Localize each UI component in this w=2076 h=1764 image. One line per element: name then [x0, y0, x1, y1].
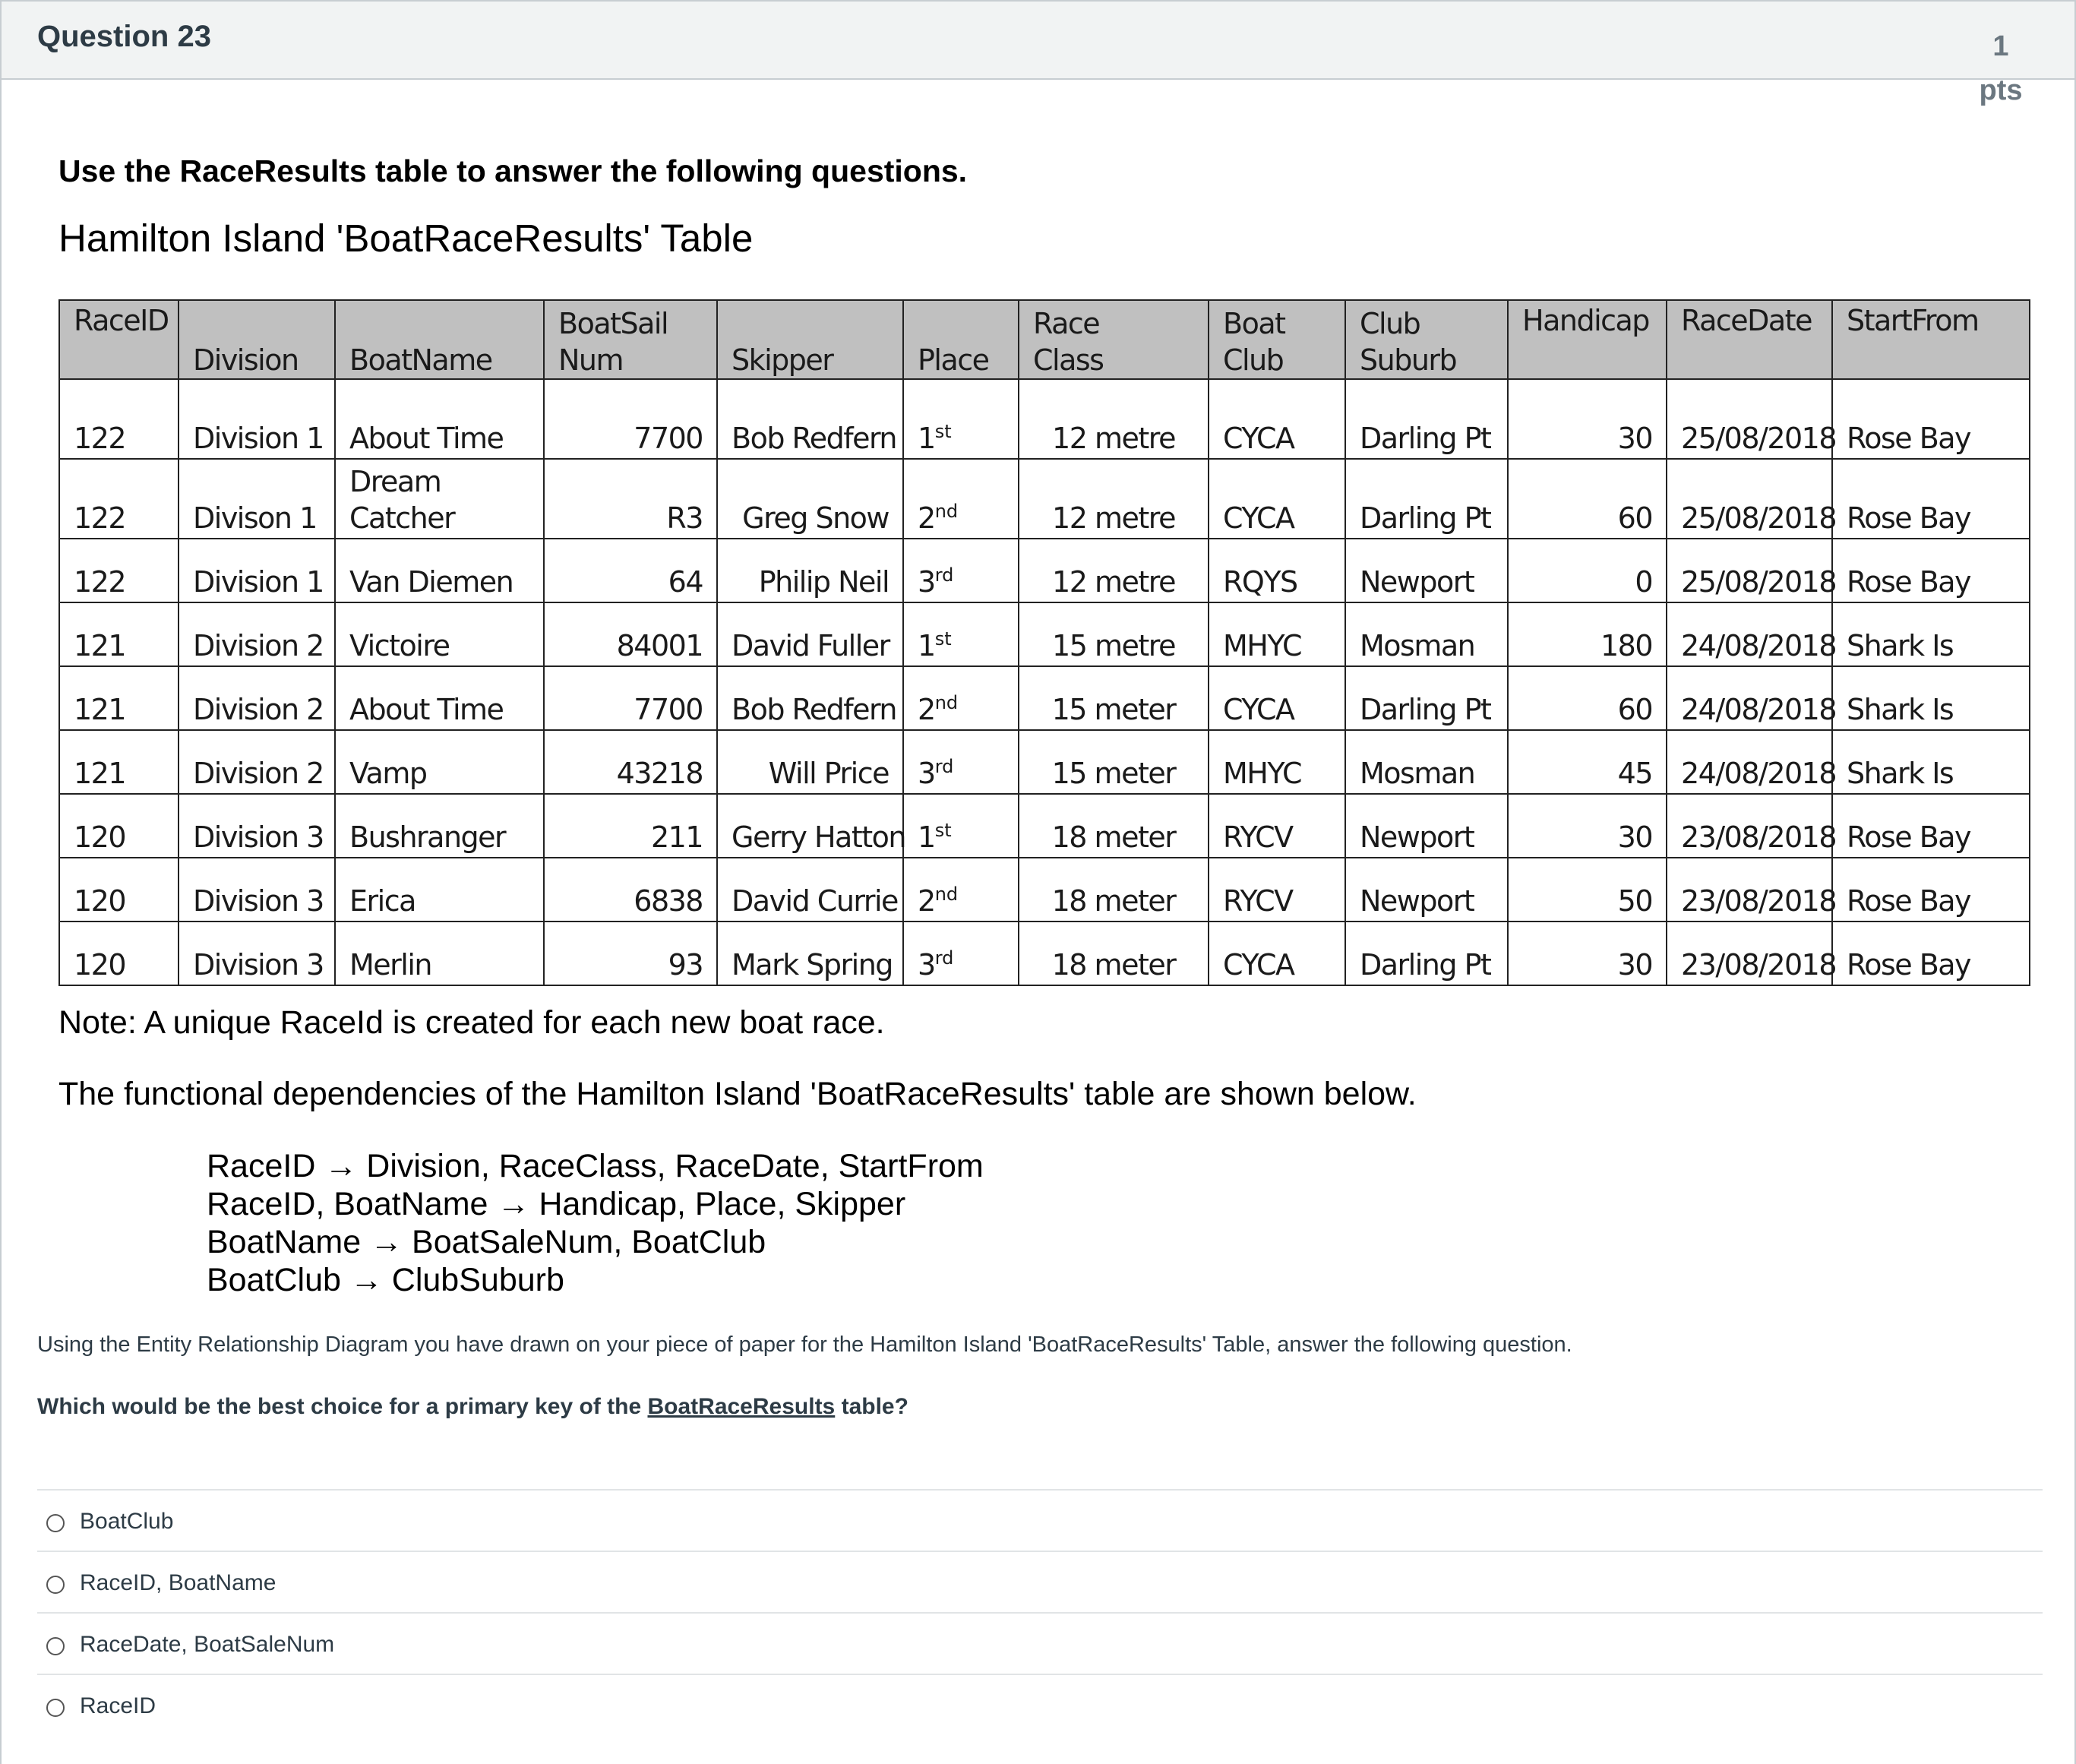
cell-club-suburb: Mosman: [1345, 602, 1508, 666]
cell-sail-num: 211: [544, 794, 717, 858]
cell-start-from: Shark Is: [1832, 602, 2030, 666]
cell-race-id: 122: [59, 379, 179, 459]
cell-skipper: Gerry Hatton: [717, 794, 903, 858]
cell-handicap: 60: [1508, 666, 1667, 730]
cell-club-suburb: Darling Pt: [1345, 379, 1508, 459]
cell-division: Division 1: [179, 379, 335, 459]
cell-club-suburb: Newport: [1345, 858, 1508, 922]
cell-boat-name: Dream Catcher: [335, 459, 544, 539]
answer-label[interactable]: BoatClub: [80, 1509, 174, 1534]
answer-option-raceid-boatname[interactable]: [37, 1551, 2043, 1612]
cell-race-class: 12 metre: [1019, 379, 1209, 459]
erd-instruction: Using the Entity Relationship Diagram you have drawn on your piece of paper for the Hamilton Island 'BoatRaceResults' Table, answer the following question.: [37, 1332, 1572, 1357]
cell-start-from: Rose Bay: [1832, 459, 2030, 539]
cell-start-from: Rose Bay: [1832, 379, 2030, 459]
answer-label[interactable]: RaceID, BoatName: [80, 1570, 276, 1595]
cell-race-date: 23/08/2018: [1667, 794, 1832, 858]
col-header-racedate: RaceDate: [1667, 300, 1832, 379]
col-header-startfrom: StartFrom: [1832, 300, 2030, 379]
cell-race-date: 25/08/2018: [1667, 379, 1832, 459]
cell-handicap: 60: [1508, 459, 1667, 539]
cell-start-from: Rose Bay: [1832, 922, 2030, 985]
table-row: [59, 459, 2030, 539]
cell-division: Divison 1: [179, 459, 335, 539]
question-prompt: Which would be the best choice for a primary key of the BoatRaceResults table?: [37, 1394, 908, 1419]
table-row: [59, 666, 2030, 730]
col-header-clubsuburb: Club Suburb: [1345, 300, 1508, 379]
cell-race-date: 25/08/2018: [1667, 539, 1832, 602]
cell-club-suburb: Mosman: [1345, 730, 1508, 794]
cell-boat-name: Vamp: [335, 730, 544, 794]
dependency-item: BoatName → BoatSaleNum, BoatClub: [207, 1224, 766, 1260]
cell-skipper: David Fuller: [717, 602, 903, 666]
question-points: 1 pts: [1979, 30, 2023, 106]
col-header-skipper: Skipper: [717, 300, 903, 379]
cell-skipper: Greg Snow: [717, 459, 903, 539]
cell-handicap: 30: [1508, 922, 1667, 985]
cell-handicap: 30: [1508, 379, 1667, 459]
cell-sail-num: R3: [544, 459, 717, 539]
cell-race-date: 24/08/2018: [1667, 602, 1832, 666]
cell-handicap: 30: [1508, 794, 1667, 858]
radio-button[interactable]: [46, 1637, 65, 1655]
table-row: [59, 730, 2030, 794]
cell-race-id: 121: [59, 730, 179, 794]
cell-club-suburb: Newport: [1345, 539, 1508, 602]
cell-boat-name: Van Diemen: [335, 539, 544, 602]
cell-race-id: 121: [59, 602, 179, 666]
col-header-division: Division: [179, 300, 335, 379]
question-header: [2, 2, 2074, 106]
radio-button[interactable]: [46, 1699, 65, 1717]
cell-race-class: 12 metre: [1019, 539, 1209, 602]
cell-race-class: 15 meter: [1019, 730, 1209, 794]
answer-option-boatclub[interactable]: [37, 1489, 2043, 1551]
cell-skipper: Philip Neil: [717, 539, 903, 602]
cell-division: Division 3: [179, 794, 335, 858]
table-name-link[interactable]: BoatRaceResults: [647, 1394, 836, 1419]
cell-start-from: Shark Is: [1832, 666, 2030, 730]
cell-skipper: Bob Redfern: [717, 379, 903, 459]
cell-division: Division 3: [179, 858, 335, 922]
cell-start-from: Rose Bay: [1832, 539, 2030, 602]
table-row: [59, 602, 2030, 666]
col-header-boatclub: Boat Club: [1209, 300, 1345, 379]
cell-handicap: 50: [1508, 858, 1667, 922]
cell-division: Division 2: [179, 602, 335, 666]
cell-handicap: 45: [1508, 730, 1667, 794]
cell-handicap: 0: [1508, 539, 1667, 602]
cell-division: Division 2: [179, 666, 335, 730]
cell-sail-num: 93: [544, 922, 717, 985]
cell-start-from: Rose Bay: [1832, 858, 2030, 922]
cell-race-class: 18 meter: [1019, 922, 1209, 985]
cell-skipper: Mark Spring: [717, 922, 903, 985]
cell-race-date: 23/08/2018: [1667, 858, 1832, 922]
dependency-item: RaceID → Division, RaceClass, RaceDate, StartFrom: [207, 1148, 984, 1184]
cell-sail-num: 6838: [544, 858, 717, 922]
cell-division: Division 3: [179, 922, 335, 985]
cell-place: 1st: [903, 379, 1019, 459]
cell-place: 3rd: [903, 730, 1019, 794]
cell-place: 3rd: [903, 922, 1019, 985]
instruction-text: Use the RaceResults table to answer the following questions.: [58, 153, 968, 188]
cell-boat-club: RQYS: [1209, 539, 1345, 602]
col-header-raceclass: Race Class: [1019, 300, 1209, 379]
answer-option-raceid[interactable]: [37, 1674, 2043, 1735]
col-header-raceid: RaceID: [59, 300, 179, 379]
cell-boat-name: Victoire: [335, 602, 544, 666]
cell-race-id: 121: [59, 666, 179, 730]
question-title: Question 23: [37, 20, 211, 53]
cell-skipper: Bob Redfern: [717, 666, 903, 730]
cell-boat-name: About Time: [335, 379, 544, 459]
cell-division: Division 2: [179, 730, 335, 794]
cell-race-date: 24/08/2018: [1667, 666, 1832, 730]
cell-race-date: 25/08/2018: [1667, 459, 1832, 539]
cell-boat-name: Merlin: [335, 922, 544, 985]
cell-race-date: 23/08/2018: [1667, 922, 1832, 985]
answer-label[interactable]: RaceDate, BoatSaleNum: [80, 1632, 335, 1657]
cell-boat-club: MHYC: [1209, 730, 1345, 794]
cell-place: 2nd: [903, 666, 1019, 730]
answer-option-racedate-boatsalenum[interactable]: [37, 1612, 2043, 1674]
functional-dependencies-list: [207, 1147, 984, 1299]
answer-options: [37, 1489, 2043, 1735]
cell-race-id: 120: [59, 858, 179, 922]
dependency-item: BoatClub → ClubSuburb: [207, 1262, 564, 1298]
cell-start-from: Rose Bay: [1832, 794, 2030, 858]
col-header-place: Place: [903, 300, 1019, 379]
answer-label[interactable]: RaceID: [80, 1693, 156, 1718]
race-results-table: [58, 299, 2030, 986]
cell-boat-club: CYCA: [1209, 459, 1345, 539]
cell-club-suburb: Darling Pt: [1345, 459, 1508, 539]
cell-boat-name: Erica: [335, 858, 544, 922]
cell-race-class: 18 meter: [1019, 794, 1209, 858]
note-text: Note: A unique RaceId is created for each new boat race.: [58, 1004, 885, 1041]
cell-division: Division 1: [179, 539, 335, 602]
table-row: [59, 858, 2030, 922]
cell-boat-name: Bushranger: [335, 794, 544, 858]
cell-race-class: 18 meter: [1019, 858, 1209, 922]
cell-race-date: 24/08/2018: [1667, 730, 1832, 794]
cell-race-id: 122: [59, 459, 179, 539]
cell-sail-num: 84001: [544, 602, 717, 666]
cell-boat-club: RYCV: [1209, 858, 1345, 922]
table-row: [59, 379, 2030, 459]
cell-place: 1st: [903, 794, 1019, 858]
table-row: [59, 794, 2030, 858]
cell-race-class: 15 metre: [1019, 602, 1209, 666]
table-row: [59, 539, 2030, 602]
cell-boat-club: RYCV: [1209, 794, 1345, 858]
radio-button[interactable]: [46, 1576, 65, 1594]
cell-start-from: Shark Is: [1832, 730, 2030, 794]
cell-sail-num: 43218: [544, 730, 717, 794]
cell-club-suburb: Newport: [1345, 794, 1508, 858]
cell-place: 2nd: [903, 459, 1019, 539]
cell-race-id: 120: [59, 794, 179, 858]
table-header-row: [59, 300, 2030, 379]
cell-race-class: 15 meter: [1019, 666, 1209, 730]
col-header-boatname: BoatName: [335, 300, 544, 379]
col-header-handicap: Handicap: [1508, 300, 1667, 379]
cell-sail-num: 7700: [544, 379, 717, 459]
cell-sail-num: 7700: [544, 666, 717, 730]
cell-club-suburb: Darling Pt: [1345, 666, 1508, 730]
cell-boat-club: CYCA: [1209, 922, 1345, 985]
cell-place: 2nd: [903, 858, 1019, 922]
dependency-item: RaceID, BoatName → Handicap, Place, Skipper: [207, 1186, 906, 1222]
cell-handicap: 180: [1508, 602, 1667, 666]
radio-button[interactable]: [46, 1514, 65, 1532]
cell-boat-club: CYCA: [1209, 379, 1345, 459]
cell-boat-club: CYCA: [1209, 666, 1345, 730]
cell-race-id: 122: [59, 539, 179, 602]
cell-race-id: 120: [59, 922, 179, 985]
cell-skipper: Will Price: [717, 730, 903, 794]
table-row: [59, 922, 2030, 985]
col-header-boatsailnum: BoatSail Num: [544, 300, 717, 379]
cell-boat-club: MHYC: [1209, 602, 1345, 666]
cell-boat-name: About Time: [335, 666, 544, 730]
cell-place: 1st: [903, 602, 1019, 666]
cell-place: 3rd: [903, 539, 1019, 602]
cell-sail-num: 64: [544, 539, 717, 602]
table-title: Hamilton Island 'BoatRaceResults' Table: [58, 217, 754, 260]
cell-race-class: 12 metre: [1019, 459, 1209, 539]
functional-dependencies-intro: The functional dependencies of the Hamilton Island 'BoatRaceResults' table are shown below.: [58, 1076, 1417, 1112]
cell-skipper: David Currie: [717, 858, 903, 922]
cell-club-suburb: Darling Pt: [1345, 922, 1508, 985]
